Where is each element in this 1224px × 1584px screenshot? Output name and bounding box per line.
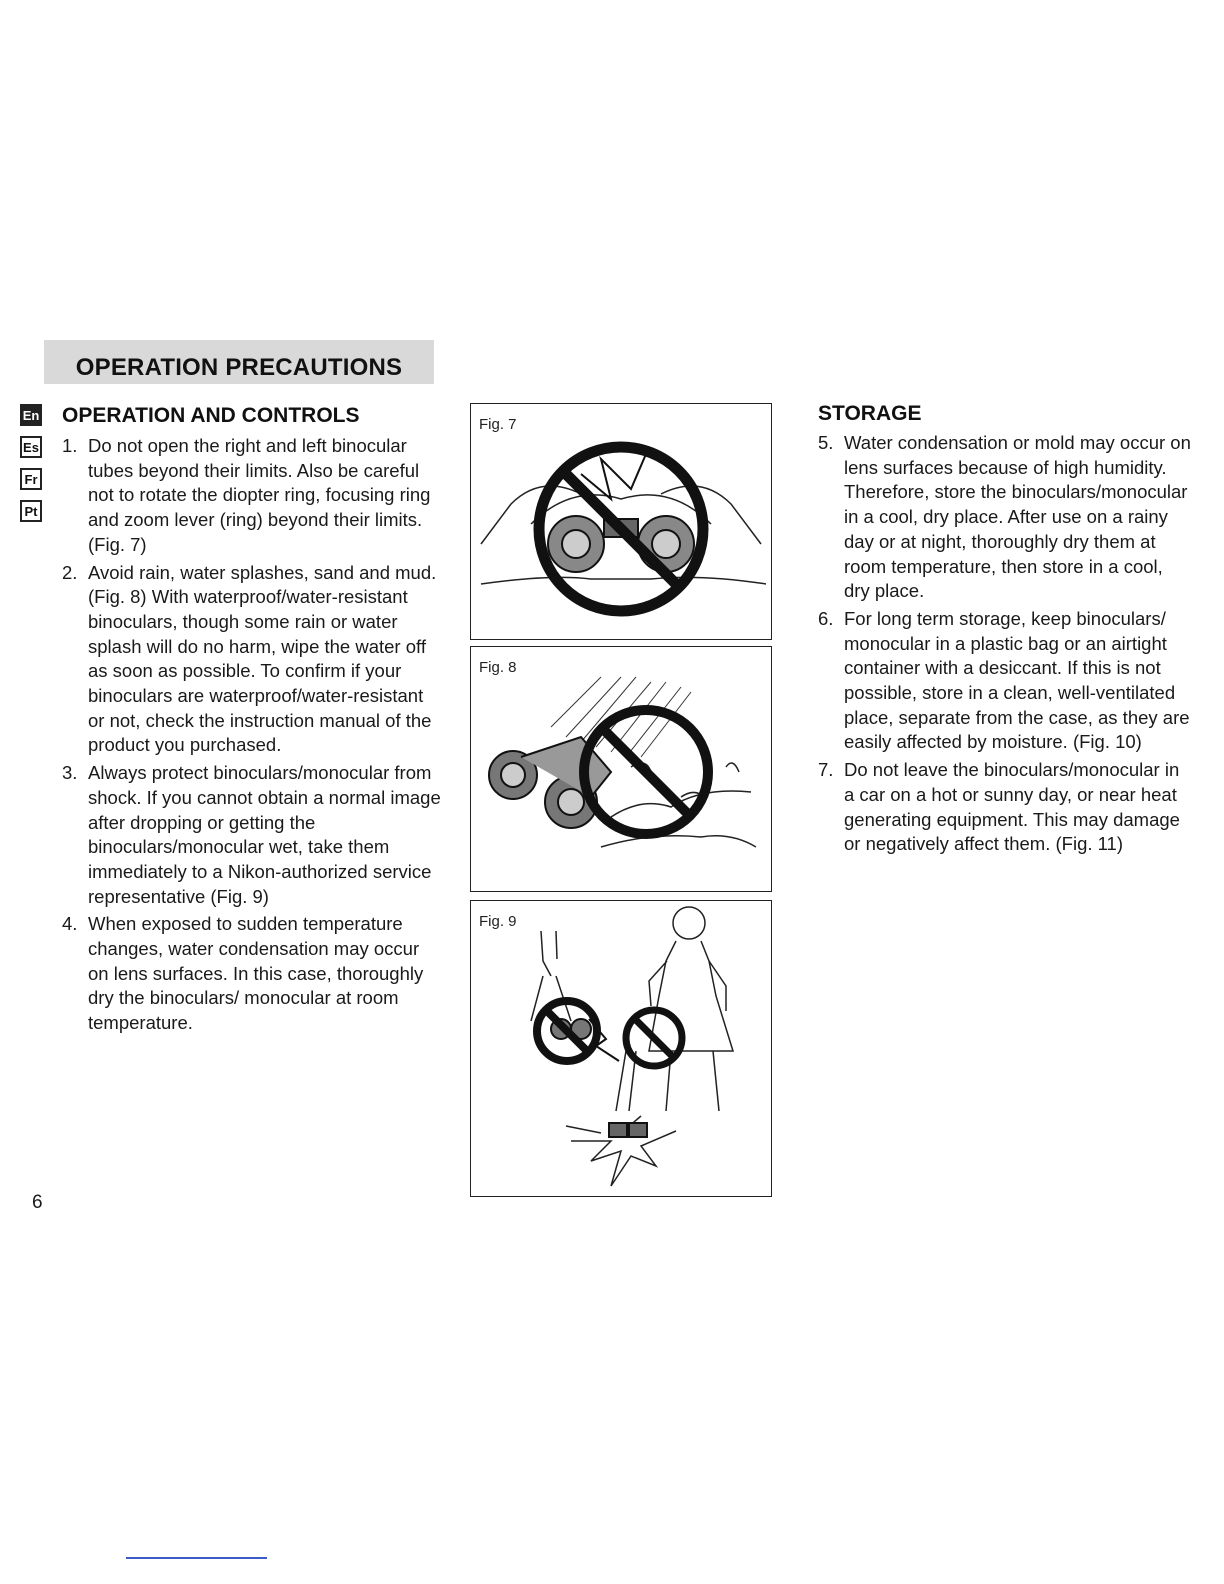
figure-9 [470,900,772,1197]
list-item: 2. Avoid rain, water splashes, sand and mud. (Fig. 8) With waterproof/water-resistant binoculars, though some rain or water splash will do no harm, wipe the water off as soon as possible. To confirm if your binoculars are waterproof/water-resistant or not, check the instruction manual of the product you purchased. [62,561,437,756]
language-tab-en[interactable]: En [20,404,42,426]
operation-heading: OPERATION AND CONTROLS [62,404,360,427]
storage-heading: STORAGE [818,402,922,425]
figure-7 [470,403,772,640]
language-tab-pt[interactable]: Pt [20,500,42,522]
binoculars-drop-shock-prohibited-icon [471,901,773,1198]
list-item: 1. Do not open the right and left binocular tubes beyond their limits. Also be careful not to rotate the diopter ring, focusing ring and zoom lever (ring) beyond their limits. (Fig. 7) [62,435,431,555]
footer-rule [126,1557,267,1559]
binoculars-water-splash-prohibited-icon [471,647,773,893]
storage-list [818,431,1192,860]
section-banner [44,340,434,384]
list-item: 6. For long term storage, keep binoculars/ monocular in a plastic bag or an airtight container with a desiccant. If this is not possible, store in a clean, well-ventilated place, separate from the case, as they are easily affected by moisture. (Fig. 10) [818,607,1190,753]
binoculars-overextension-prohibited-icon [471,404,773,641]
list-item: 7. Do not leave the binoculars/monocular in a car on a hot or sunny day, or near heat generating equipment. This may damage or negatively affect them. (Fig. 11) [818,759,1180,855]
language-tab-fr[interactable]: Fr [20,468,42,490]
list-item: 4. When exposed to sudden temperature changes, water condensation may occur on lens surfaces. In this case, thoroughly dry the binoculars/ monocular at room temperature. [62,913,424,1034]
figure-8 [470,646,772,892]
page-number: 6 [32,1192,43,1213]
language-tab-es[interactable]: Es [20,436,42,458]
list-item: 3. Always protect binoculars/monocular from shock. If you cannot obtain a normal image after dropping or getting the binoculars/monocular wet, take them immediately to a Nikon-authorized service representative (Fig. 9) [62,762,441,907]
page-title: OPERATION PRECAUTIONS [75,354,403,381]
figure-caption: Fig. 7 [479,416,517,433]
figure-caption: Fig. 9 [479,913,517,930]
figure-caption: Fig. 8 [479,659,517,676]
operation-list [62,434,444,1039]
list-item: 5. Water condensation or mold may occur on lens surfaces because of high humidity. Therefore, store the binoculars/monocular in a cool, dry place. After use on a rainy day or at night, thoroughly dry them at room temperature, then store in a cool, dry place. [818,432,1191,602]
